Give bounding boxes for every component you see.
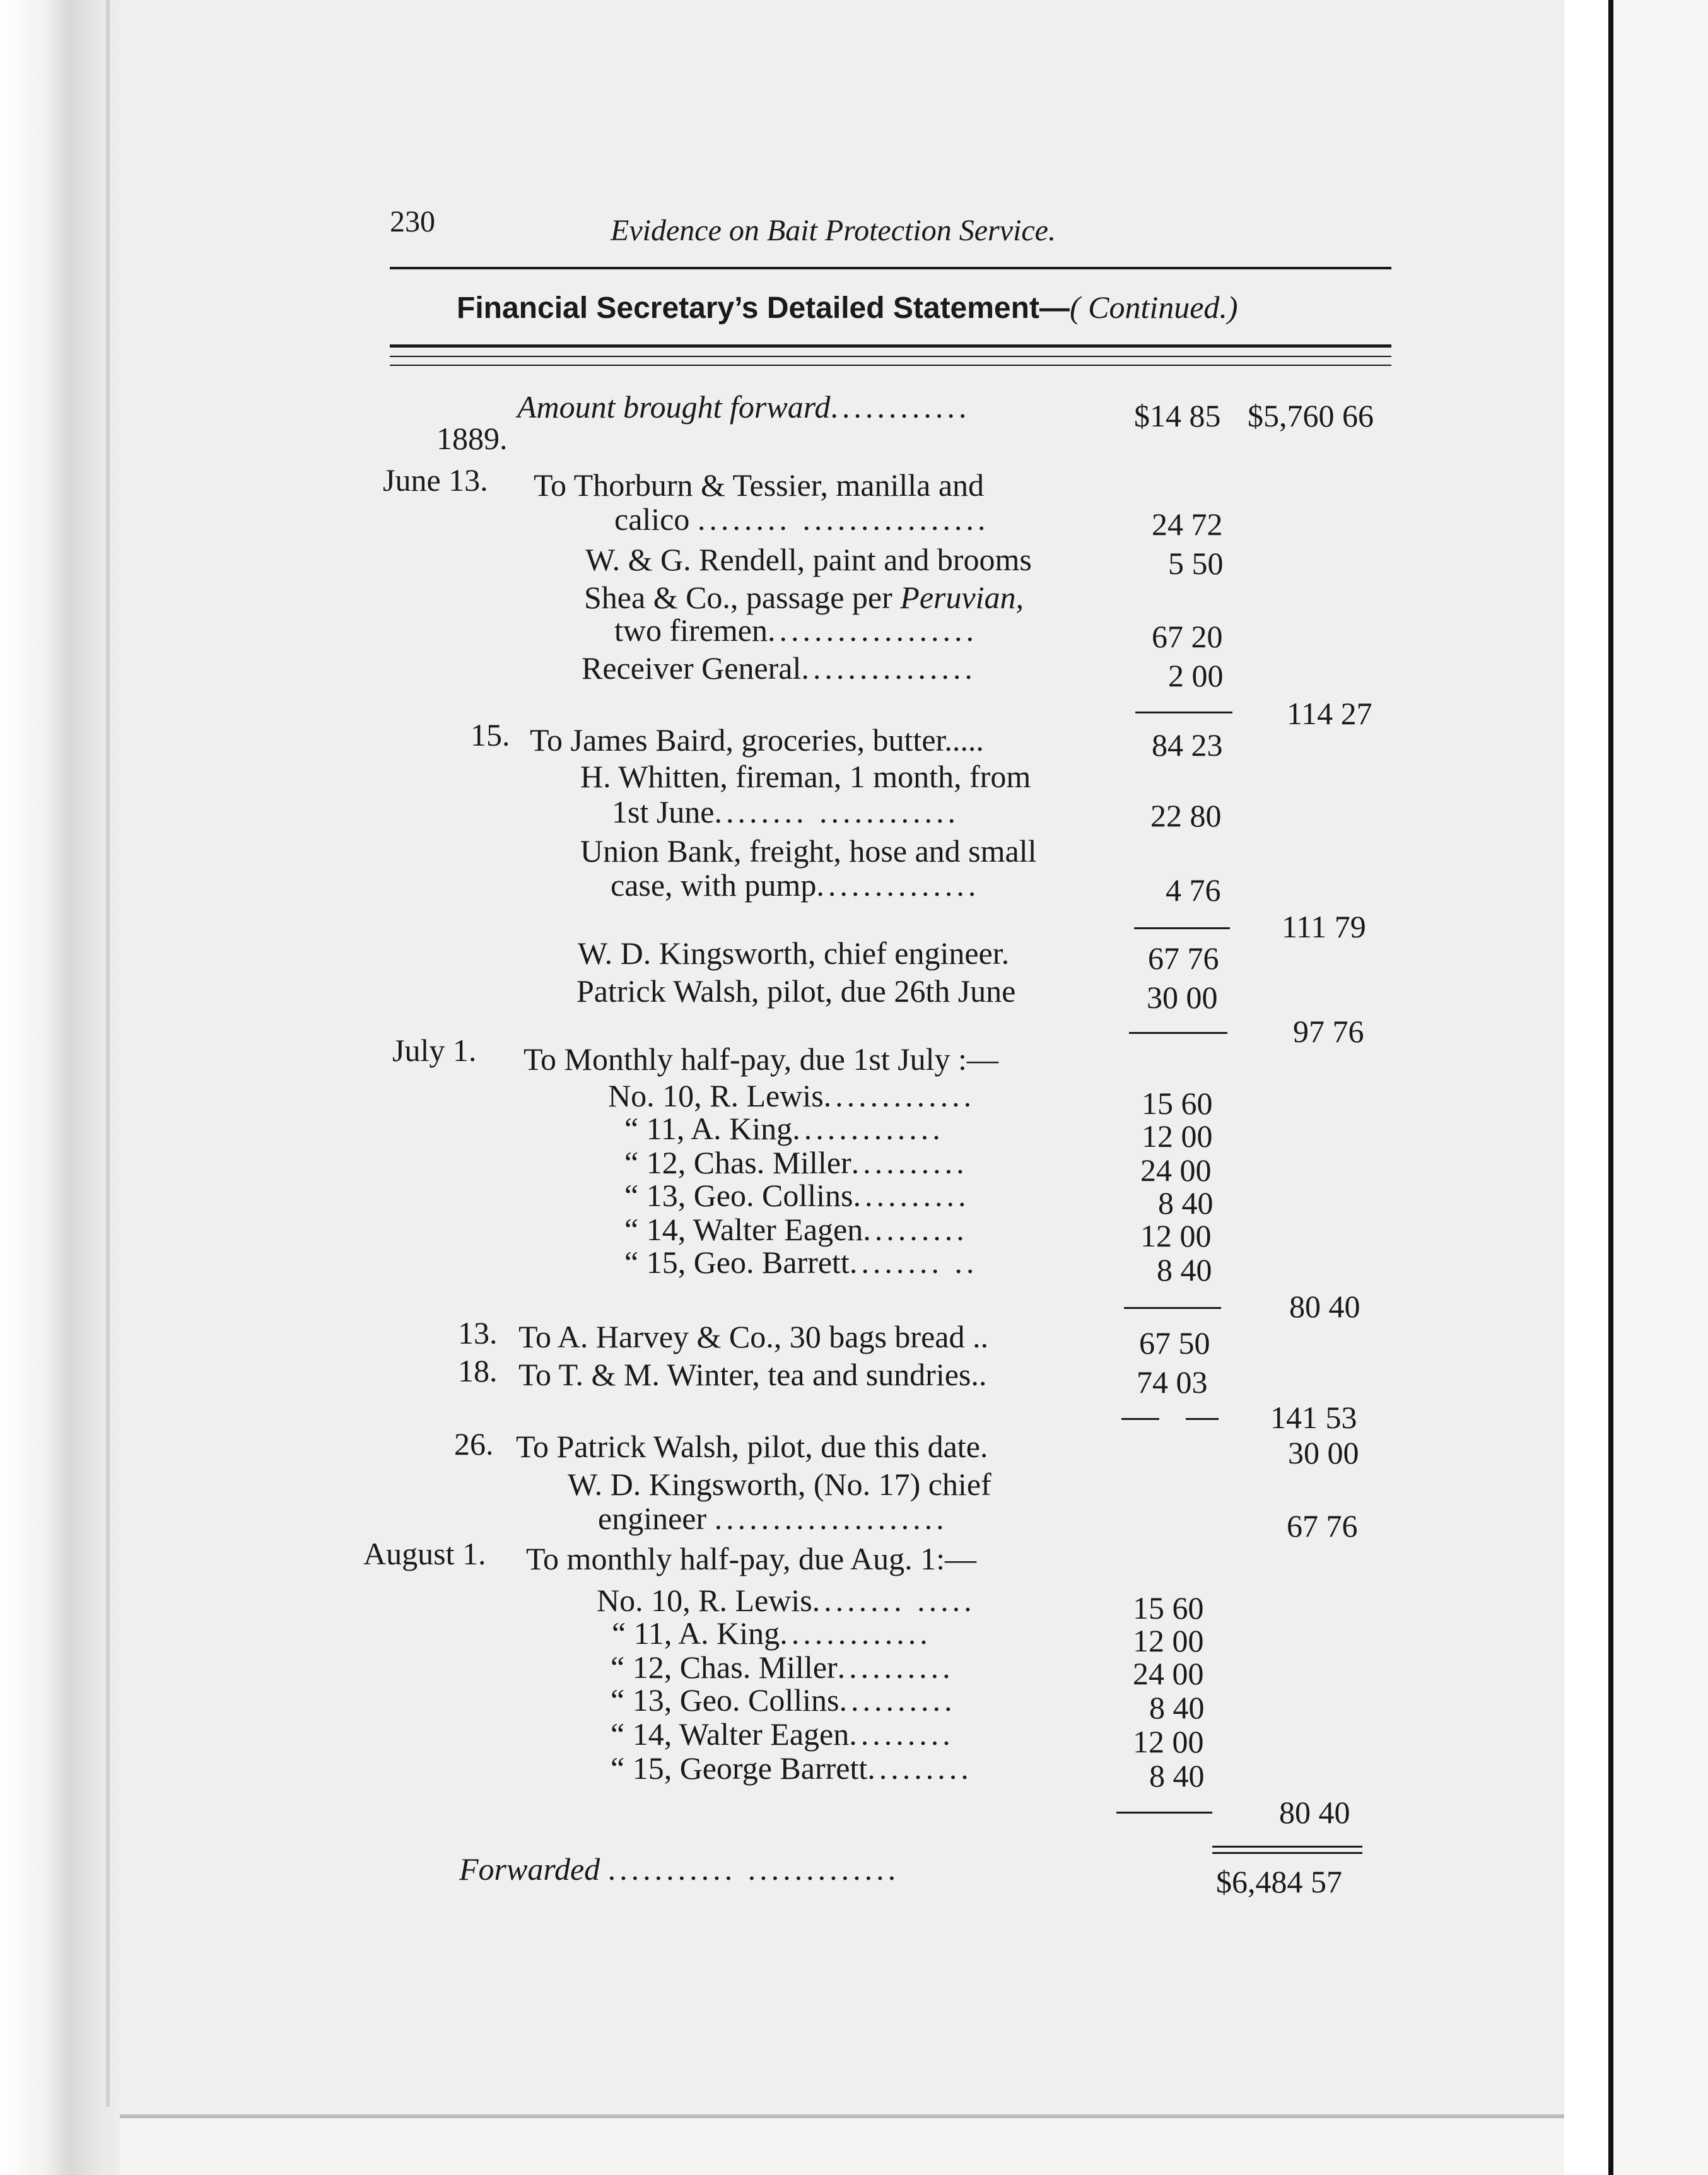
forwarded-dots: ........... ............. xyxy=(607,1851,900,1887)
july-row-1-dots: ............. xyxy=(823,1078,976,1113)
heading-rule-thick xyxy=(390,344,1391,348)
aug-row-4-dots: .......... xyxy=(839,1682,956,1718)
entry-aug-halfpay: To monthly half-pay, due Aug. 1:— xyxy=(526,1541,976,1576)
july-row-5-dots: ......... xyxy=(863,1212,968,1247)
entry-july-halfpay: To Monthly half-pay, due 1st July :— xyxy=(524,1041,998,1077)
july-row-6 xyxy=(624,1246,978,1278)
entry-union-text: case, with pump xyxy=(611,867,817,903)
entry-shea-ship: Peruvian, xyxy=(900,580,1024,615)
forwarded-amount: $6,484 57 xyxy=(1216,1864,1342,1899)
aug-row-3 xyxy=(611,1651,954,1683)
page-gutter xyxy=(1564,0,1608,2175)
july-row-4-amount: 8 40 xyxy=(1158,1185,1214,1221)
entry-kingsworth-2-text: engineer xyxy=(598,1501,707,1536)
entry-shea-line1 xyxy=(584,582,1024,613)
facing-page-edge xyxy=(1608,0,1613,2175)
july-row-6-text: “ 15, Geo. Barrett xyxy=(624,1245,850,1280)
july-row-3-text: “ 12, Chas. Miller xyxy=(624,1145,851,1180)
aug-row-2-amount: 12 00 xyxy=(1133,1623,1204,1658)
total-walsh-2: 30 00 xyxy=(1288,1435,1359,1470)
heading-rule-thin-2 xyxy=(390,365,1391,366)
total-august: 80 40 xyxy=(1279,1795,1350,1830)
entry-baird: To James Baird, groceries, butter..... xyxy=(530,722,984,758)
entry-shea-line2-text: two firemen xyxy=(614,613,768,648)
aug-row-1-text: No. 10, R. Lewis xyxy=(597,1583,812,1618)
july-row-6-amount: 8 40 xyxy=(1157,1252,1212,1287)
entry-kingsworth-2-line2 xyxy=(598,1503,948,1534)
entry-receiver xyxy=(582,652,976,684)
total-harvey-winter: 141 53 xyxy=(1270,1400,1357,1435)
entry-rendell: W. & G. Rendell, paint and brooms xyxy=(585,542,1032,577)
heading-rule-thin xyxy=(390,356,1391,357)
aug-row-5 xyxy=(611,1718,954,1750)
amount-harvey: 67 50 xyxy=(1139,1325,1210,1361)
aug-row-6 xyxy=(611,1752,973,1784)
date-july-1: July 1. xyxy=(392,1033,477,1068)
forwarded-rule-1 xyxy=(1212,1846,1362,1848)
aug-row-5-amount: 12 00 xyxy=(1133,1724,1204,1759)
date-26: 26. xyxy=(454,1426,494,1462)
aug-row-3-amount: 24 00 xyxy=(1133,1656,1204,1691)
subtotal-rule-harvey-b xyxy=(1186,1418,1219,1420)
brought-forward-sub: $14 85 xyxy=(1134,398,1221,433)
date-18: 18. xyxy=(458,1353,498,1388)
aug-row-4-amount: 8 40 xyxy=(1149,1690,1205,1725)
amount-winter: 74 03 xyxy=(1137,1364,1208,1400)
amount-shea: 67 20 xyxy=(1152,619,1223,654)
entry-thorburn-line1: To Thorburn & Tessier, manilla and xyxy=(534,467,985,503)
entry-union-line1: Union Bank, freight, hose and small xyxy=(580,833,1037,869)
aug-row-2-text: “ 11, A. King xyxy=(612,1615,780,1651)
july-row-2-amount: 12 00 xyxy=(1142,1118,1213,1154)
aug-row-2-dots: ............. xyxy=(780,1615,932,1651)
july-row-6-dots: ........ .. xyxy=(849,1245,978,1280)
forwarded-line xyxy=(459,1853,899,1885)
brought-forward-total: $5,760 66 xyxy=(1248,398,1374,433)
aug-row-5-text: “ 14, Walter Eagen xyxy=(611,1716,850,1752)
july-row-4-dots: .......... xyxy=(853,1178,970,1213)
spine-shadow-line xyxy=(106,0,110,2107)
july-row-2-dots: ............. xyxy=(792,1111,944,1146)
amount-thorburn: 24 72 xyxy=(1152,507,1223,542)
july-row-2-text: “ 11, A. King xyxy=(624,1111,793,1146)
subtotal-rule-harvey-a xyxy=(1121,1418,1159,1420)
left-book-spine xyxy=(0,0,120,2175)
july-row-1 xyxy=(608,1080,975,1111)
subtotal-rule-july xyxy=(1124,1307,1221,1309)
july-row-1-amount: 15 60 xyxy=(1142,1086,1213,1121)
total-june13: 114 27 xyxy=(1287,696,1372,731)
aug-row-6-text: “ 15, George Barrett xyxy=(611,1750,868,1786)
aug-row-4 xyxy=(611,1684,956,1716)
aug-row-3-dots: .......... xyxy=(837,1650,954,1685)
entry-whitten-line2 xyxy=(612,796,959,828)
entry-receiver-text: Receiver General xyxy=(582,650,802,686)
year-label: 1889. xyxy=(436,421,508,456)
aug-row-1 xyxy=(597,1585,976,1616)
july-row-5-amount: 12 00 xyxy=(1140,1218,1212,1253)
entry-thorburn-line2 xyxy=(614,503,989,535)
entry-union-dots: .............. xyxy=(816,867,980,903)
amount-union: 4 76 xyxy=(1166,872,1221,908)
aug-row-1-amount: 15 60 xyxy=(1133,1590,1204,1626)
statement-heading xyxy=(457,291,1238,324)
entry-winter: To T. & M. Winter, tea and sundries.. xyxy=(518,1357,987,1392)
july-row-4-text: “ 13, Geo. Collins xyxy=(624,1178,853,1213)
entry-receiver-dots: ............... xyxy=(801,650,976,686)
july-row-2 xyxy=(624,1113,944,1144)
aug-row-3-text: “ 12, Chas. Miller xyxy=(611,1650,838,1685)
aug-row-1-dots: ........ ..... xyxy=(812,1583,976,1618)
aug-row-6-amount: 8 40 xyxy=(1149,1758,1205,1793)
statement-heading-main: Financial Secretary’s Detailed Statement— xyxy=(457,291,1070,325)
entry-harvey: To A. Harvey & Co., 30 bags bread .. xyxy=(518,1319,988,1354)
forwarded-label: Forwarded xyxy=(459,1851,600,1887)
date-august-1: August 1. xyxy=(363,1536,486,1571)
amount-kingsworth-1: 67 76 xyxy=(1148,941,1219,976)
amount-rendell: 5 50 xyxy=(1168,546,1224,581)
date-15: 15. xyxy=(471,717,510,753)
july-row-5 xyxy=(624,1214,968,1245)
header-rule xyxy=(390,267,1391,269)
subtotal-rule-august xyxy=(1116,1812,1212,1814)
july-row-4 xyxy=(624,1180,969,1211)
aug-row-6-dots: ......... xyxy=(867,1750,973,1786)
total-walsh: 97 76 xyxy=(1293,1014,1364,1049)
amount-whitten: 22 80 xyxy=(1150,798,1222,833)
brought-forward-text: Amount brought forward xyxy=(517,389,831,425)
entry-walsh-1: Patrick Walsh, pilot, due 26th June xyxy=(576,973,1016,1009)
july-row-3 xyxy=(624,1147,968,1178)
total-june15: 111 79 xyxy=(1282,909,1366,944)
july-row-1-text: No. 10, R. Lewis xyxy=(608,1078,824,1113)
entry-kingsworth-2-line1: W. D. Kingsworth, (No. 17) chief xyxy=(568,1467,991,1502)
total-kingsworth-2: 67 76 xyxy=(1287,1508,1358,1544)
total-july: 80 40 xyxy=(1289,1289,1360,1324)
entry-walsh-2: To Patrick Walsh, pilot, due this date. xyxy=(516,1429,988,1464)
brought-forward-label xyxy=(517,391,970,423)
entry-union-line2 xyxy=(611,869,980,901)
entry-kingsworth-2-dots: .................... xyxy=(714,1501,948,1536)
subtotal-rule-walsh xyxy=(1129,1032,1227,1034)
entry-thorburn-dots: ........ ................ xyxy=(697,501,990,537)
entry-shea-line2 xyxy=(614,614,978,646)
statement-heading-continued: ( Continued.) xyxy=(1069,290,1238,325)
aug-row-4-text: “ 13, Geo. Collins xyxy=(611,1682,839,1718)
running-title: Evidence on Bait Protection Service. xyxy=(611,214,1056,247)
aug-row-5-dots: ......... xyxy=(849,1716,954,1752)
entry-shea-dots: .................. xyxy=(767,613,978,648)
entry-whitten-line1: H. Whitten, fireman, 1 month, from xyxy=(580,759,1031,794)
july-row-3-dots: .......... xyxy=(851,1145,968,1180)
amount-receiver: 2 00 xyxy=(1168,658,1224,693)
amount-walsh-1: 30 00 xyxy=(1147,980,1218,1015)
forwarded-rule-2 xyxy=(1212,1852,1362,1854)
facing-page xyxy=(1613,0,1708,2175)
entry-thorburn-text: calico xyxy=(614,501,690,537)
date-13: 13. xyxy=(458,1315,498,1351)
entry-kingsworth-1: W. D. Kingsworth, chief engineer. xyxy=(578,935,1010,971)
subtotal-rule-june15 xyxy=(1134,927,1230,929)
july-row-5-text: “ 14, Walter Eagen xyxy=(624,1212,863,1247)
page-number: 230 xyxy=(390,205,435,238)
aug-row-2 xyxy=(612,1617,932,1649)
brought-forward-dots: ............ xyxy=(830,389,971,425)
amount-baird: 84 23 xyxy=(1152,727,1223,763)
entry-whitten-dots: ........ ............ xyxy=(714,794,959,830)
july-row-3-amount: 24 00 xyxy=(1140,1152,1212,1188)
date-june-13: June 13. xyxy=(383,462,488,498)
subtotal-rule-june13 xyxy=(1135,712,1232,713)
entry-whitten-text: 1st June xyxy=(612,794,715,830)
entry-shea-text: Shea & Co., passage per xyxy=(584,580,892,615)
